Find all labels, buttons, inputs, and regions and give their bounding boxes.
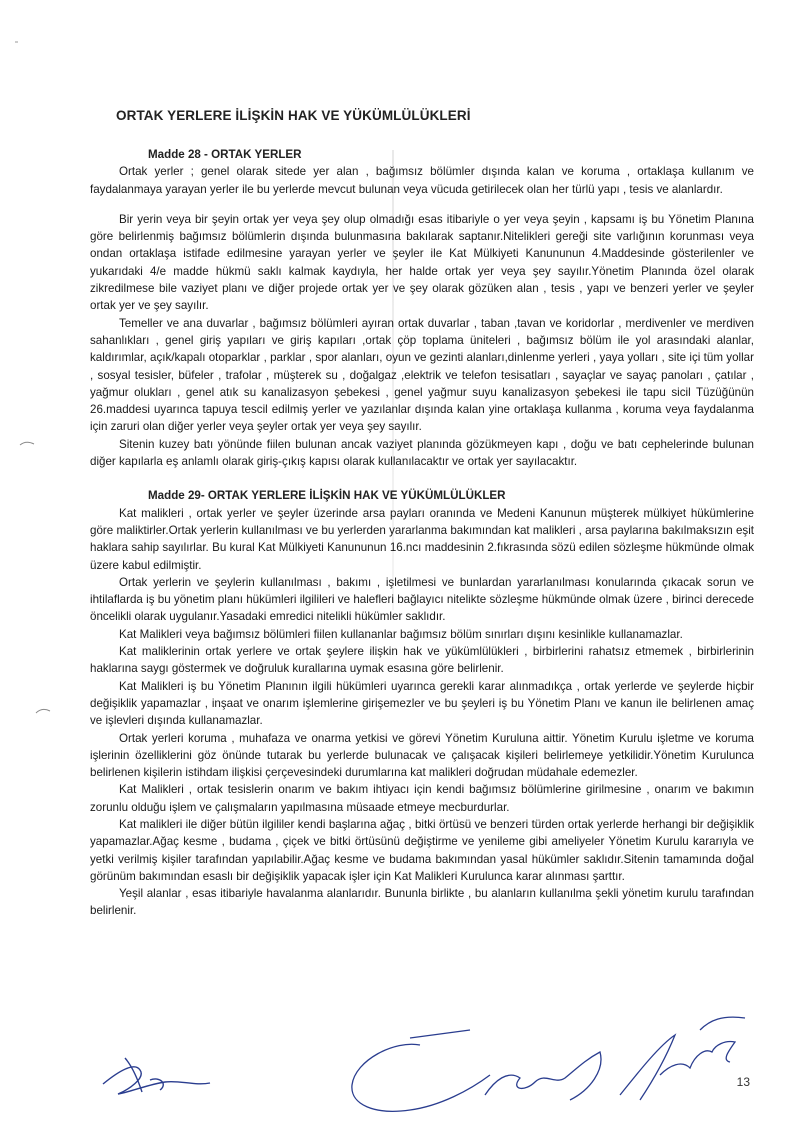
paragraph: Kat malikleri , ortak yerler ve şeyler üzerinde arsa payları oranında ve Medeni Kanunun müşterek mülkiyet hükümlerine göre maliktirler.Ortak yerlerin kullanılması ve bu yerlerden yararlanma bakımından kat malikleri , arsa paylarına bakılmaksızın eşit haklara sahip sayılırlar. Bu kural Kat Mülkiyeti Kanununun 16.ncı maddesinin 2.fıkrasında sözü edilen sözleşme hükmünde olmak üzere kabul edilmiştir. (90, 506, 754, 572)
paragraph: Temeller ve ana duvarlar , bağımsız bölümleri ayıran ortak duvarlar , taban ,tavan ve koridorlar , merdivenler ve merdiven sahanlıkları , genel giriş yapıları ve giriş kapıları ,ortak çöp toplama üniteleri , bağımsız bölüm ile yol arasındaki alanlar, kaldırımlar, açık/kapalı otoparklar , parklar , spor alanları, oyun ve gezinti alanları,dinlenme yerleri , yaya yolları , site içi tüm yollar , sosyal tesisler, büfeler , trafolar , müşterek su , doğalgaz ,elektrik ve telefon tesisatları , sayaçlar ve sayaç panoları , çatılar , yağmur olukları , genel atık su kanalizasyon şebekesi , genel yağmur suyu kanalizasyon şebekesi ile tapu sicil Tüzüğünün 26.maddesi uyarınca tapuya tescil edilmiş yerler ve yazılanlar dışında kalan yine ortaklaşa kullanma , koruma veya faydalanma için zaruri olan diğer yerler veya şeyler ortak yer veya şey sayılır. (90, 316, 754, 434)
paragraph: Kat Malikleri , ortak tesislerin onarım ve bakım ihtiyacı için kendi bağımsız bölümlerine girilmesine , onarım ve bakımın zorunlu olduğu işlem ve çalışmaların yapılmasına müsaade etmeye mecburdurlar. (90, 783, 754, 814)
paragraph: Ortak yerler ; genel olarak sitede yer alan , bağımsız bölümler dışında kalan ve koruma , ortaklaşa kullanım ve faydalanmaya yarayan yerler ile bu yerlerde mevcut bulunan veya vücuda getirilecek olan her türlü yapı , tesis ve alanlardır. (90, 165, 754, 196)
section-heading-madde-28: Madde 28 - ORTAK YERLER (148, 148, 302, 161)
paragraph: Sitenin kuzey batı yönünde fiilen bulunan ancak vaziyet planında gözükmeyen kapı , doğu ve batı cephelerinde bulunan diğer kapılarla eş anlamlı olarak giriş-çıkış kapısı olarak kullanılacaktır ve ortak yer sayılacaktır. (90, 437, 754, 469)
document-title: ORTAK YERLERE İLİŞKİN HAK VE YÜKÜMLÜLÜKLERİ (116, 108, 471, 123)
paragraph: Kat Malikleri veya bağımsız bölümleri fiilen kullananlar bağımsız bölüm sınırları dışını kesinlikle kullanamazlar. (119, 627, 683, 641)
signature-middle (352, 1030, 601, 1111)
paragraph: Kat malikleri ile diğer bütün ilgililer kendi başlarına ağaç , bitki örtüsü ve benzeri türden ortak yerlerde herhangi bir değişiklik yapamazlar.Ağaç kesme , budama , çiçek ve bitki örtüsünü değiştirme ve yenileme gibi ameliyeler Yönetim Kurulu kararıyla ve yetki verilmiş kişiler tarafından yapılabilir.Ağaç kesme ve budama bakımından yasal hükümler saklıdır.Sitenin tamamında doğal görünüm bakımından esaslı bir değişiklik yapacak işler için Kat Malikleri Kurulunca karar alınması şarttır. (90, 817, 754, 883)
paragraph: Ortak yerlerin ve şeylerin kullanılması , bakımı , işletilmesi ve bunlardan yararlanılması konularında çıkacak sorun ve ihtilaflarda iş bu yönetim planı hükümleri ilgilileri ve halefleri bağlayıcı nitelikte sözleşme hükmünde olmak üzere , birinci derecede öncelikli olarak uygulanır.Yasadaki emredici nitelikli hükümler saklıdır. (90, 575, 754, 624)
paragraph: Yeşil alanlar , esas itibariyle havalanma alanlarıdır. Bununla birlikte , bu alanların kullanılma şekli yönetim kurulu tarafından belirlenir. (90, 887, 754, 918)
paragraph: Kat Malikleri iş bu Yönetim Planının ilgili hükümleri uyarınca gerekli karar alınmadıkça , ortak yerlerde ve şeylerde hiçbir değişiklik yapamazlar , inşaat ve onarım işlemlerine girişemezler ve bu şeyleri iş bu Yönetim Planı ve kanun ile belirlenen amaç ve işlevleri dışında kullanamazlar. (90, 679, 754, 728)
section-heading-madde-29: Madde 29- ORTAK YERLERE İLİŞKİN HAK VE YÜKÜMLÜLÜKLER (148, 489, 506, 503)
paragraph: Kat maliklerinin ortak yerlere ve ortak şeylere ilişkin hak ve yükümlülükleri , birbirlerini rahatsız etmemek , birbirlerinin haklarına saygı göstermek ve doğruluk kurallarına uymak esasına göre belirlenir. (90, 645, 754, 676)
paragraph: Bir yerin veya bir şeyin ortak yer veya şey olup olmadığı esas itibariyle o yer veya şeyin , kapsamı iş bu Yönetim Planına göre belirlenmiş bağımsız bölümlerin dışında bulunmasına bakılarak saptanır.Nitelikleri gereği site varlığının korunması veya ondan ortaklaşa istifade edilmesine yarayan yerler ve şeyler ile Kat Mülkiyeti Kanununun 4.Maddesinde gösterilenler ve yukarıdaki 4/e madde hükmü saklı kalmak kaydıyla, her halde ortak yer veya şey sayılır.Yönetim Planında özel olarak zikredilmese bile vaziyet planı ve diğer projede ortak yer ve şey olarak gözüken alan , tesis , yapı ve benzeri yerler ve şeyler ortak yer ve şey sayılır. (90, 212, 754, 313)
signature-right (620, 1017, 745, 1100)
page-number: 13 (736, 1075, 750, 1089)
signature-left (103, 1058, 210, 1094)
paragraph: Ortak yerleri koruma , muhafaza ve onarma yetkisi ve görevi Yönetim Kuruluna aittir. Yönetim Kurulu işletme ve koruma işlerinin özelliklerini göz önünde tutarak bu yerlerde bulunacak ve çalışacak kişileri belirlemeye yetkilidir.Yönetim Kurulunca belirlenen kişilerin istihdam ilişkisi çerçevesindeki durumlarına kat malikleri doğrudan müdahale edemezler. (90, 731, 754, 780)
